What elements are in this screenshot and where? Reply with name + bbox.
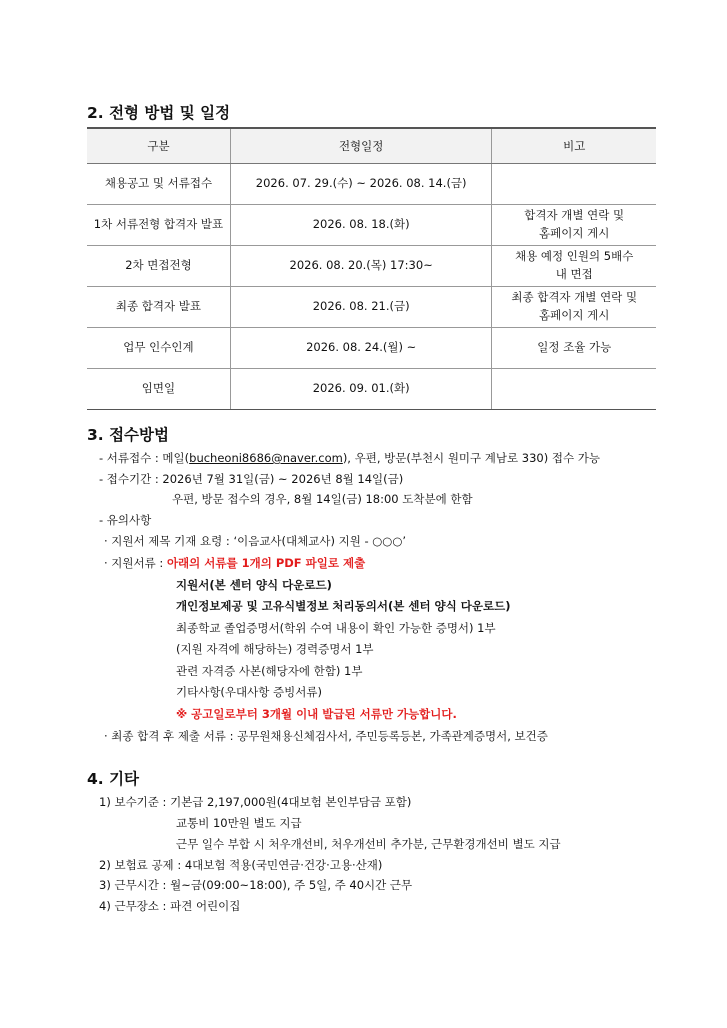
table-row [87,246,656,287]
row-category: 최종 합격자 발표 [87,287,230,328]
row-note [492,328,656,369]
final-docs-line: · 최종 합격 후 제출 서류 : 공무원채용신체검사서, 주민등록등본, 가족관계증명서, 보건증 [104,729,548,743]
section-2-title: 2. 전형 방법 및 일정 [87,104,231,122]
doc-item: 지원서(본 센터 양식 다운로드) [176,578,332,592]
note-line: 내 면접 [555,267,593,281]
period-line: - 접수기간 : 2026년 7월 31일(금) ~ 2026년 8월 14일(금) [99,472,404,486]
row-category: 1차 서류전형 합격자 발표 [87,205,230,246]
receipt-suffix: ), 우편, 방문(부천시 원미구 계남로 330) 접수 가능 [342,451,600,465]
pay-line: 교통비 10만원 별도 지급 [176,816,302,830]
docs-instruction: 아래의 서류를 1개의 PDF 파일로 제출 [166,556,366,570]
pay-line: 근무 일수 부합 시 처우개선비, 처우개선비 추가분, 근무환경개선비 별도 지급 [176,837,561,851]
table-header-row [87,128,656,164]
receipt-prefix: - 서류접수 : 메일( [99,451,190,465]
row-note [492,287,656,328]
row-category: 2차 면접전형 [87,246,230,287]
note-line: 합격자 개별 연락 및 [524,208,625,223]
table-row [87,287,656,328]
docs-label: · 지원서류 : [104,556,167,570]
note-line: 홈페이지 게시 [539,308,610,322]
docs-warning: ※ 공고일로부터 3개월 이내 발급된 서류만 가능합니다. [176,707,457,721]
docs-line [104,555,365,571]
header-schedule: 전형일정 [230,128,491,164]
row-note [492,205,656,246]
row-note [492,246,656,287]
note-line: 최종 합격자 개별 연락 및 [511,290,638,305]
table-row [87,205,656,246]
place-line: 4) 근무장소 : 파견 어린이집 [99,899,241,913]
note-line: 홈페이지 게시 [539,226,610,240]
table-row [87,164,656,205]
note-line: 채용 예정 인원의 5배수 [515,249,634,264]
section-3-title: 3. 접수방법 [87,426,169,444]
row-category: 업무 인수인계 [87,328,230,369]
row-note [492,164,656,205]
row-schedule: 2026. 08. 21.(금) [230,287,491,328]
row-schedule: 2026. 08. 20.(목) 17:30~ [230,246,491,287]
doc-item: 최종학교 졸업증명서(학위 수여 내용이 확인 가능한 증명서) 1부 [176,621,496,635]
row-schedule: 2026. 08. 24.(월) ~ [230,328,491,369]
row-schedule: 2026. 09. 01.(화) [230,369,491,410]
schedule-table [87,127,656,410]
subject-rule: · 지원서 제목 기재 요령 : ‘이음교사(대체교사) 지원 - ○○○’ [104,534,407,548]
doc-item: (지원 자격에 해당하는) 경력증명서 1부 [176,642,374,656]
doc-item: 관련 자격증 사본(해당자에 한함) 1부 [176,664,363,678]
period-note: 우편, 방문 접수의 경우, 8월 14일(금) 18:00 도착분에 한함 [172,492,473,506]
section-4-title: 4. 기타 [87,770,140,788]
header-category: 구분 [87,128,230,164]
doc-item: 개인정보제공 및 고유식별정보 처리동의서(본 센터 양식 다운로드) [176,599,511,613]
row-schedule: 2026. 08. 18.(화) [230,205,491,246]
doc-item: 기타사항(우대사항 증빙서류) [176,685,322,699]
row-category: 임면일 [87,369,230,410]
pay-line: 1) 보수기준 : 기본급 2,197,000원(4대보험 본인부담금 포함) [99,795,412,809]
table-row [87,328,656,369]
row-note [492,369,656,410]
row-category: 채용공고 및 서류접수 [87,164,230,205]
insurance-line: 2) 보험료 공제 : 4대보험 적용(국민연금·건강·고용·산재) [99,858,383,872]
table-row [87,369,656,410]
header-note: 비고 [492,128,656,164]
hours-line: 3) 근무시간 : 월~금(09:00~18:00), 주 5일, 주 40시간 근무 [99,878,413,892]
receipt-line [99,450,600,466]
note-line: 일정 조율 가능 [537,340,612,355]
notes-label: - 유의사항 [99,513,152,527]
email-link[interactable]: bucheoni8686@naver.com [189,451,343,465]
row-schedule: 2026. 07. 29.(수) ~ 2026. 08. 14.(금) [230,164,491,205]
